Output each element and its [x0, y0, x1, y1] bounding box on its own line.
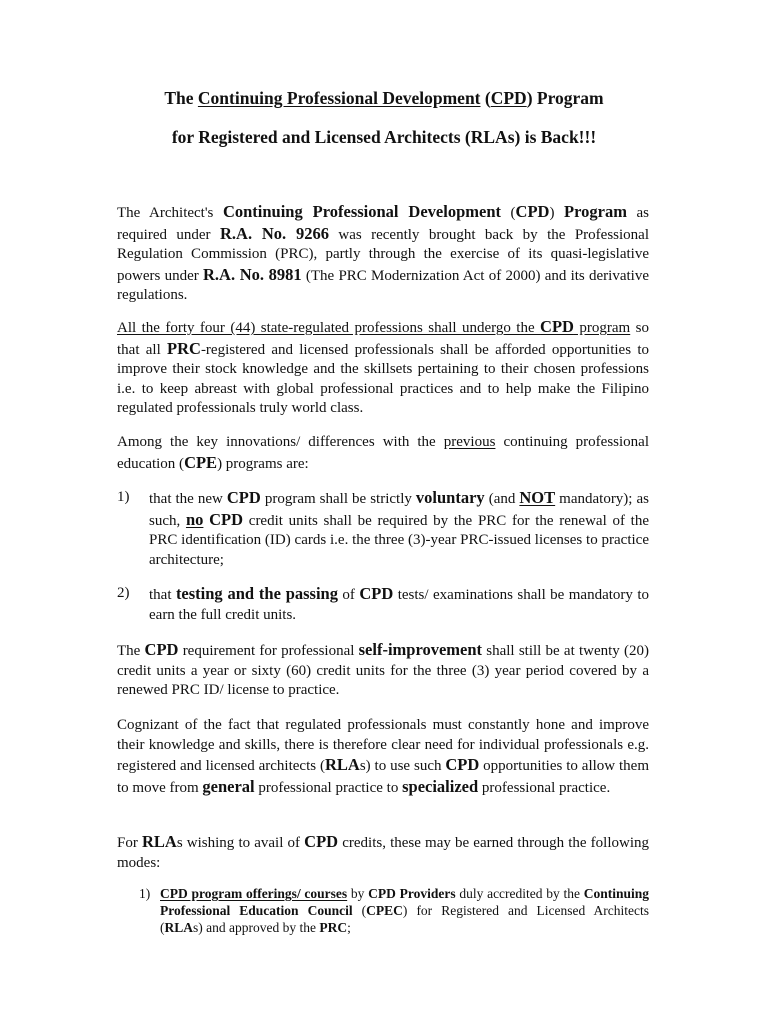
- text: (and: [484, 491, 520, 507]
- text: -registered and licensed professionals shall be afforded opportunities to improve their stock knowledge and the skillsets pertaining to their chosen professions i.e. to keep abreast with global professional practices and to help make the Filipino regulated professionals truly world class.: [117, 341, 649, 417]
- bold-text: CPD Providers: [368, 886, 456, 901]
- title-cpd-abbr: CPD: [490, 88, 527, 108]
- bold-text: CPD: [144, 640, 179, 659]
- bold-text: NOT: [519, 488, 556, 507]
- bold-text: PRC: [167, 338, 201, 358]
- text: that the new: [149, 491, 227, 507]
- text: continuing professional education (: [117, 434, 649, 472]
- underlined-text: program: [573, 320, 631, 336]
- title-cpd-full: Continuing Professional Development: [197, 88, 481, 108]
- text: s) and approved by the: [193, 919, 320, 935]
- list-item-text: [149, 584, 649, 625]
- title-text: The: [164, 88, 198, 108]
- text: requirement for professional: [178, 643, 359, 659]
- text: professional practice to: [254, 779, 403, 796]
- title-line-1: [0, 88, 768, 109]
- text: was recently brought back by the Professional Regulation Commission (PRC), partly through the exercise of its quasi-legislative powers under: [117, 226, 649, 284]
- title-line-2: for Registered and Licensed Architects (RLAs) is Back!!!: [171, 127, 597, 147]
- text: that: [149, 587, 176, 603]
- text: so that all: [117, 320, 649, 358]
- bold-text: CPD: [515, 202, 550, 221]
- bold-text: PRC: [319, 919, 348, 935]
- bold-text: RLA: [324, 755, 360, 775]
- underlined-bold-text: CPD program offerings/ courses: [160, 886, 348, 901]
- title-text: (: [480, 88, 491, 108]
- text: of: [338, 587, 360, 603]
- list-number: 1): [117, 489, 130, 505]
- text: ;: [347, 919, 351, 935]
- underlined-text: All the forty four (44) state-regulated professions shall undergo the: [117, 320, 541, 336]
- list-item-text: [160, 886, 649, 936]
- text: as required under: [117, 205, 649, 243]
- text: professional practice.: [478, 779, 611, 796]
- text: mandatory); as such,: [149, 491, 649, 529]
- bold-text: voluntary: [415, 488, 485, 507]
- bold-text: CPD: [209, 509, 244, 529]
- paragraph-professions: [117, 317, 649, 419]
- bold-text: general: [202, 776, 255, 796]
- bold-text: CPEC: [366, 902, 403, 918]
- paragraph-requirement: [117, 640, 649, 701]
- text: s wishing to avail of: [176, 835, 305, 851]
- bold-text: CPD: [445, 755, 480, 775]
- text: ): [549, 205, 565, 221]
- bold-text: RLA: [164, 919, 194, 935]
- text: (: [501, 205, 516, 221]
- list-number: 2): [117, 585, 130, 601]
- text: tests/ examinations shall be mandatory to earn the full credit units.: [149, 587, 650, 623]
- bold-text: CPD: [226, 488, 261, 507]
- text: The Architect's: [117, 205, 223, 221]
- bold-text: no: [185, 509, 204, 529]
- text: credit units shall be required by the PRC for the renewal of the PRC identification (ID) cards i.e. the three (3)-year PRC-issued licenses to practice architecture;: [149, 512, 650, 568]
- bold-text: CPD: [304, 832, 339, 851]
- paragraph-innovations: [117, 433, 649, 474]
- bold-text: specialized: [402, 776, 479, 796]
- bold-text: CPD: [540, 317, 574, 336]
- bold-text: CPD: [359, 584, 394, 603]
- bold-text: self-improvement: [358, 640, 483, 659]
- text: credits, these may be earned through the following modes:: [117, 835, 650, 871]
- text: program shall be strictly: [260, 491, 416, 507]
- text: Among the key innovations/ differences with the: [117, 434, 444, 450]
- text: by: [347, 886, 369, 901]
- mode-list-item: [139, 886, 649, 936]
- title-text: ) Program: [526, 88, 604, 108]
- text: (The PRC Modernization Act of 2000) and its derivative regulations.: [117, 267, 649, 304]
- bold-text: R.A. No. 9266: [219, 223, 329, 243]
- text: ) for Registered and Licensed Architects (: [160, 902, 650, 935]
- bold-text: CPE: [184, 452, 218, 472]
- text: Cognizant of the fact that regulated professionals must constantly hone and improve their knowledge and skills, there is therefore clear need for individual professionals e.g. registered and licensed architects (: [117, 717, 649, 775]
- bold-text: testing and the passing: [175, 584, 338, 603]
- bold-text: Continuing Professional Education Council: [160, 886, 649, 918]
- paragraph-modes: [117, 832, 649, 873]
- text: The: [117, 643, 145, 659]
- text: shall still be at twenty (20) credit units a year or sixty (60) credit units for the three (3) year period covered by a renewed PRC ID/ license to practice.: [117, 643, 649, 699]
- list-item: [117, 584, 649, 625]
- text: For: [117, 835, 142, 851]
- text: duly accredited by the: [455, 886, 584, 901]
- list-number: 1): [139, 886, 151, 901]
- text: opportunities to allow them to move from: [117, 758, 649, 796]
- text: (: [352, 902, 367, 918]
- paragraph-cognizant: [117, 716, 649, 798]
- underlined-text: previous: [443, 434, 496, 450]
- bold-text: Continuing Professional Development: [222, 202, 501, 221]
- bold-text: RLA: [141, 832, 177, 851]
- paragraph-intro: [117, 202, 649, 306]
- list-item-text: [149, 488, 649, 570]
- list-item: [117, 488, 649, 570]
- bold-text: Program: [564, 202, 627, 221]
- text: s) to use such: [359, 758, 446, 775]
- text: ) programs are:: [217, 455, 309, 472]
- bold-text: R.A. No. 8981: [202, 264, 302, 284]
